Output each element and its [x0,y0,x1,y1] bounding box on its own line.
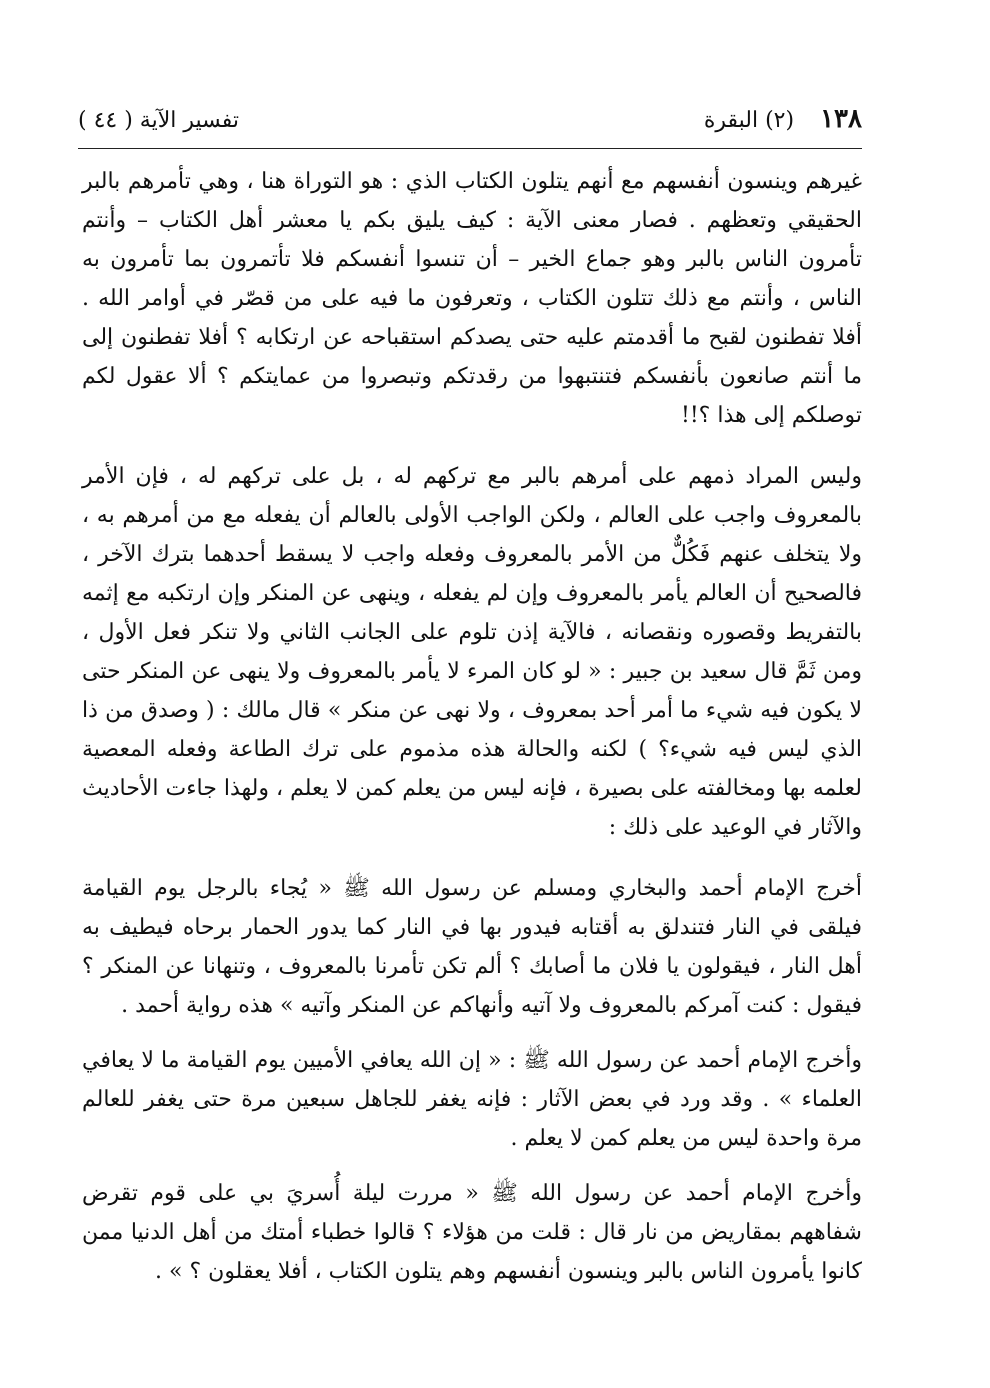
header-right [704,104,862,134]
page-header [78,104,862,144]
paragraph: وليس المراد ذمهم على أمرهم بالبر مع تركهم له ، بل على تركهم له ، فإن الأمر بالمعروف واجب على العالم ، ولكن الواجب الأولى بالعالم أن يفعله مع من أمرهم به ، ولا يتخلف عنهم فَكُلٌّ من الأمر بالمعروف وفعله واجب لا يسقط أحدهما بترك الآخر ، فالصحيح أن العالم يأمر بالمعروف وإن لم يفعله ، وينهى عن المنكر وإن ارتكبه مع إثمه بالتفريط وقصوره ونقصانه ، فالآية إذن تلوم على الجانب الثاني ولا تنكر فعل الأول ، ومن ثَمَّ قال سعيد بن جبير : « لو كان المرء لا يأمر بالمعروف ولا ينهى عن المنكر حتى لا يكون فيه شيء ما أمر أحد بمعروف ، ولا نهى عن منكر » قال مالك : ( وصدق من ذا الذي ليس فيه شيء؟ ) لكنه والحالة هذه مذموم على ترك الطاعة وفعله المعصية لعلمه بها ومخالفته على بصيرة ، فإنه ليس من يعلم كمن لا يعلم ، ولهذا جاءت الأحاديث والآثار في الوعيد على ذلك : [82,464,862,840]
page-number: ١٣٨ [820,104,862,134]
header-divider [78,148,862,149]
paragraph: وأخرج الإمام أحمد عن رسول الله ﷺ : « إن الله يعافي الأميين يوم القيامة ما لا يعافي العلماء » . وقد ورد في بعض الآثار : فإنه يغفر للجاهل سبعين مرة حتى يغفر للعالم مرة واحدة ليس من يعلم كمن لا يعلم . [82,1048,862,1151]
section-title: تفسير الآية ( ٤٤ ) [78,108,240,133]
paragraph: وأخرج الإمام أحمد عن رسول الله ﷺ « مررت ليلة أُسريَ بي على قوم تقرض شفاههم بمقاريض من نار قال : قلت من هؤلاء ؟ قالوا خطباء أمتك من أهل الدنيا ممن كانوا يأمرون الناس بالبر وينسون أنفسهم وهم يتلون الكتاب ، أفلا يعقلون ؟ » . [82,1181,862,1284]
paragraph: أخرج الإمام أحمد والبخاري ومسلم عن رسول الله ﷺ « يُجاء بالرجل يوم القيامة فيلقى في النار فتندلق به أقتابه فيدور بها في النار كما يدور الحمار برحاه فيطيف به أهل النار ، فيقولون يا فلان ما أصابك ؟ ألم تكن تأمرنا بالمعروف ، وتنهانا عن المنكر ؟ فيقول : كنت آمركم بالمعروف ولا آتيه وأنهاكم عن المنكر وآتيه » هذه رواية أحمد . [82,876,862,1018]
page-body [82,162,862,1348]
paragraph: غيرهم وينسون أنفسهم مع أنهم يتلون الكتاب الذي : هو التوراة هنا ، وهي تأمرهم بالبر الحقيقي وتعظهم . فصار معنى الآية : كيف يليق بكم يا معشر أهل الكتاب – وأنتم تأمرون الناس بالبر وهو جماع الخير – أن تنسوا أنفسكم فلا تأتمرون بما تأمرون به الناس ، وأنتم مع ذلك تتلون الكتاب ، وتعرفون ما فيه على من قصّر في أوامر الله . أفلا تفطنون لقبح ما أقدمتم عليه حتى يصدكم استقباحه عن ارتكابه ؟ أفلا تفطنون إلى ما أنتم صانعون بأنفسكم فتنتبهوا من رقدتكم وتبصروا من عمايتكم ؟ ألا عقول لكم توصلكم إلى هذا ؟!! [82,169,862,428]
surah-label: (٢) البقرة [703,108,795,133]
